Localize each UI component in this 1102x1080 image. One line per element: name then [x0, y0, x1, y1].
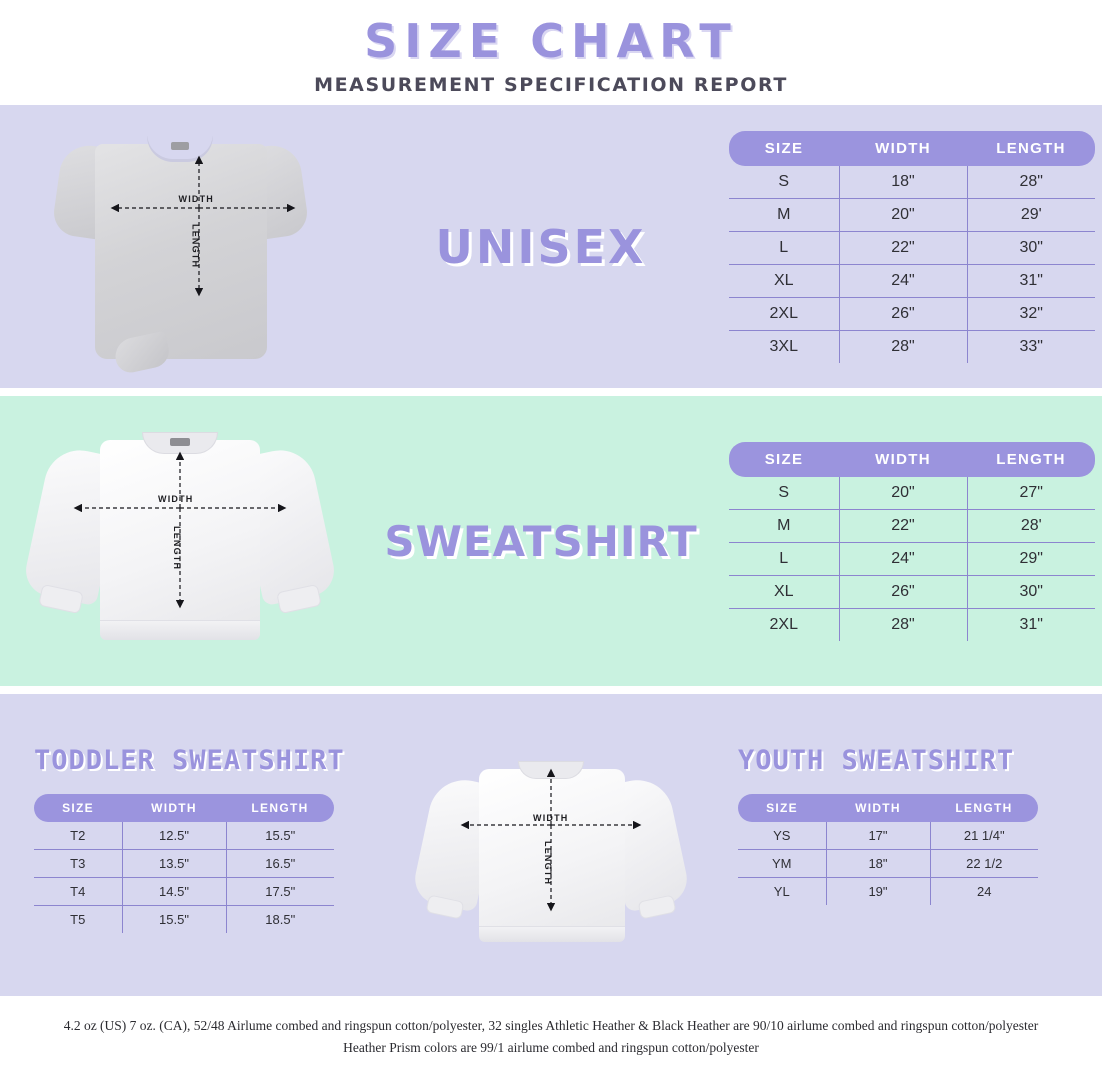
cell-size: L	[729, 231, 839, 264]
column-header-length: LENGTH	[930, 794, 1038, 822]
sweatshirt-table-wrap	[722, 442, 1102, 641]
unisex-title: UNISEX	[435, 219, 647, 274]
table-row	[729, 330, 1095, 363]
toddler-block	[34, 745, 364, 933]
cell-size: S	[729, 166, 839, 199]
table-header-row	[738, 794, 1038, 822]
column-header-size: SIZE	[34, 794, 122, 822]
column-header-size: SIZE	[729, 442, 839, 477]
table-row	[729, 231, 1095, 264]
cell-size: T2	[34, 822, 122, 850]
table-row	[729, 477, 1095, 510]
column-header-width: WIDTH	[826, 794, 930, 822]
unisex-size-table	[729, 131, 1095, 363]
youth-size-table	[738, 794, 1038, 905]
page-subtitle: MEASUREMENT SPECIFICATION REPORT	[314, 73, 788, 96]
fabric-description: 4.2 oz (US) 7 oz. (CA), 52/48 Airlume combed and ringspun cotton/polyester, 32 singles Athletic Heather & Black Heather are 90/10 airlume combed and ringspun cotton/polyester Heather Prism colors are 99/1 airlume combed and ringspun cotton/polyester	[63, 1017, 1039, 1055]
cell-width: 13.5"	[122, 849, 226, 877]
cell-size: XL	[729, 264, 839, 297]
sweatshirt-length-label: LENGTH	[172, 526, 182, 571]
cell-length: 32"	[967, 297, 1095, 330]
cell-width: 28"	[839, 330, 967, 363]
sweatshirt-body	[100, 440, 260, 636]
youth-width-label: WIDTH	[533, 812, 569, 823]
tshirt-graphic	[53, 122, 308, 372]
table-row	[729, 297, 1095, 330]
page-header	[0, 0, 1102, 105]
cell-length: 21 1/4"	[930, 822, 1038, 850]
cell-length: 31"	[1019, 615, 1043, 633]
table-header-row	[34, 794, 334, 822]
column-header-length: LENGTH	[226, 794, 334, 822]
cell-size: 2XL	[729, 608, 839, 641]
sweatshirt-garment-illustration	[0, 416, 360, 666]
cell-length: 28'	[967, 509, 1095, 542]
cell-width: 26"	[839, 297, 967, 330]
section-kids	[0, 694, 1102, 996]
cell-width: 20"	[839, 198, 967, 231]
table-row	[729, 166, 1095, 199]
table-row	[729, 264, 1095, 297]
sweatshirt-width-label: WIDTH	[158, 494, 194, 504]
cell-size: S	[729, 477, 839, 510]
cell-size: YM	[738, 849, 826, 877]
column-header-size: SIZE	[738, 794, 826, 822]
cell-width: 19"	[826, 877, 930, 905]
cell-size: M	[729, 198, 839, 231]
sweatshirt-title: SWEATSHIRT	[384, 516, 698, 566]
column-header-size: SIZE	[729, 131, 839, 166]
cell-length: 16.5"	[226, 849, 334, 877]
cell-width: 28"	[839, 608, 967, 641]
table-row	[738, 877, 1038, 905]
unisex-width-label: WIDTH	[178, 193, 214, 204]
cell-width: 24"	[839, 542, 967, 575]
cell-length: 27"	[967, 477, 1095, 510]
cell-width: 18"	[826, 849, 930, 877]
cell-size: XL	[729, 575, 839, 608]
cell-length: 24	[977, 883, 992, 899]
cell-size: YS	[738, 822, 826, 850]
column-header-width: WIDTH	[839, 131, 967, 166]
cell-size: L	[729, 542, 839, 575]
column-header-width: WIDTH	[122, 794, 226, 822]
cell-size: T3	[34, 849, 122, 877]
tshirt-body	[95, 144, 267, 359]
section-sweatshirt	[0, 396, 1102, 686]
cell-width: 14.5"	[122, 877, 226, 905]
cell-width: 26"	[839, 575, 967, 608]
cell-length: 29'	[967, 198, 1095, 231]
band-divider	[0, 686, 1102, 694]
table-row	[34, 905, 334, 933]
cell-size: T5	[34, 905, 122, 933]
cell-size: YL	[738, 877, 826, 905]
cell-length: 31"	[967, 264, 1095, 297]
column-header-length: LENGTH	[967, 131, 1095, 166]
sweatshirt-graphic	[30, 416, 330, 666]
unisex-table-wrap	[722, 131, 1102, 363]
page-footer	[0, 996, 1102, 1078]
cell-length: 17.5"	[226, 877, 334, 905]
page-title: SIZE CHART	[364, 13, 738, 68]
youth-length-label: LENGTH	[543, 840, 553, 885]
cell-width: 17"	[826, 822, 930, 850]
youth-block	[738, 745, 1068, 905]
table-row	[729, 608, 1095, 641]
cell-width: 20"	[839, 477, 967, 510]
sweatshirt-hem	[100, 620, 260, 640]
column-header-width: WIDTH	[839, 442, 967, 477]
cell-length: 28"	[967, 166, 1095, 199]
table-header-row	[729, 131, 1095, 166]
table-row	[34, 877, 334, 905]
unisex-length-label: LENGTH	[190, 223, 201, 268]
table-row	[729, 509, 1095, 542]
table-row	[34, 822, 334, 850]
cell-length: 30"	[967, 231, 1095, 264]
youth-garment-illustration	[364, 745, 738, 964]
table-row	[738, 849, 1038, 877]
tshirt-neck-tag	[171, 142, 189, 150]
cell-length: 18.5"	[265, 911, 296, 927]
table-row	[729, 198, 1095, 231]
sweatshirt-hem	[479, 926, 625, 942]
sweatshirt-size-table	[729, 442, 1095, 641]
sweatshirt-body	[479, 769, 625, 939]
table-header-row	[729, 442, 1095, 477]
unisex-garment-illustration	[0, 122, 360, 372]
sweatshirt-collar	[518, 761, 584, 779]
cell-width: 22"	[839, 509, 967, 542]
cell-size: M	[729, 509, 839, 542]
sweatshirt-title-wrap	[360, 517, 722, 566]
cell-length: 15.5"	[226, 822, 334, 850]
cell-width: 22"	[839, 231, 967, 264]
cell-width: 24"	[839, 264, 967, 297]
cell-width: 15.5"	[122, 905, 226, 933]
band-divider	[0, 388, 1102, 396]
cell-length: 33"	[1019, 337, 1043, 355]
unisex-title-wrap	[360, 220, 722, 274]
table-row	[729, 575, 1095, 608]
toddler-size-table	[34, 794, 334, 933]
toddler-title: TODDLER SWEATSHIRT	[34, 744, 345, 776]
cell-length: 30"	[967, 575, 1095, 608]
cell-size: 3XL	[729, 330, 839, 363]
cell-size: T4	[34, 877, 122, 905]
table-row	[738, 822, 1038, 850]
cell-width: 18"	[839, 166, 967, 199]
cell-width: 12.5"	[122, 822, 226, 850]
section-unisex	[0, 105, 1102, 388]
cell-length: 29"	[967, 542, 1095, 575]
cell-length: 22 1/2	[930, 849, 1038, 877]
column-header-length: LENGTH	[967, 442, 1095, 477]
cell-size: 2XL	[729, 297, 839, 330]
sweatshirt-neck-tag	[170, 438, 190, 446]
youth-title: YOUTH SWEATSHIRT	[738, 744, 1015, 776]
table-row	[34, 849, 334, 877]
table-row	[729, 542, 1095, 575]
kids-sweatshirt-graphic	[421, 749, 681, 964]
